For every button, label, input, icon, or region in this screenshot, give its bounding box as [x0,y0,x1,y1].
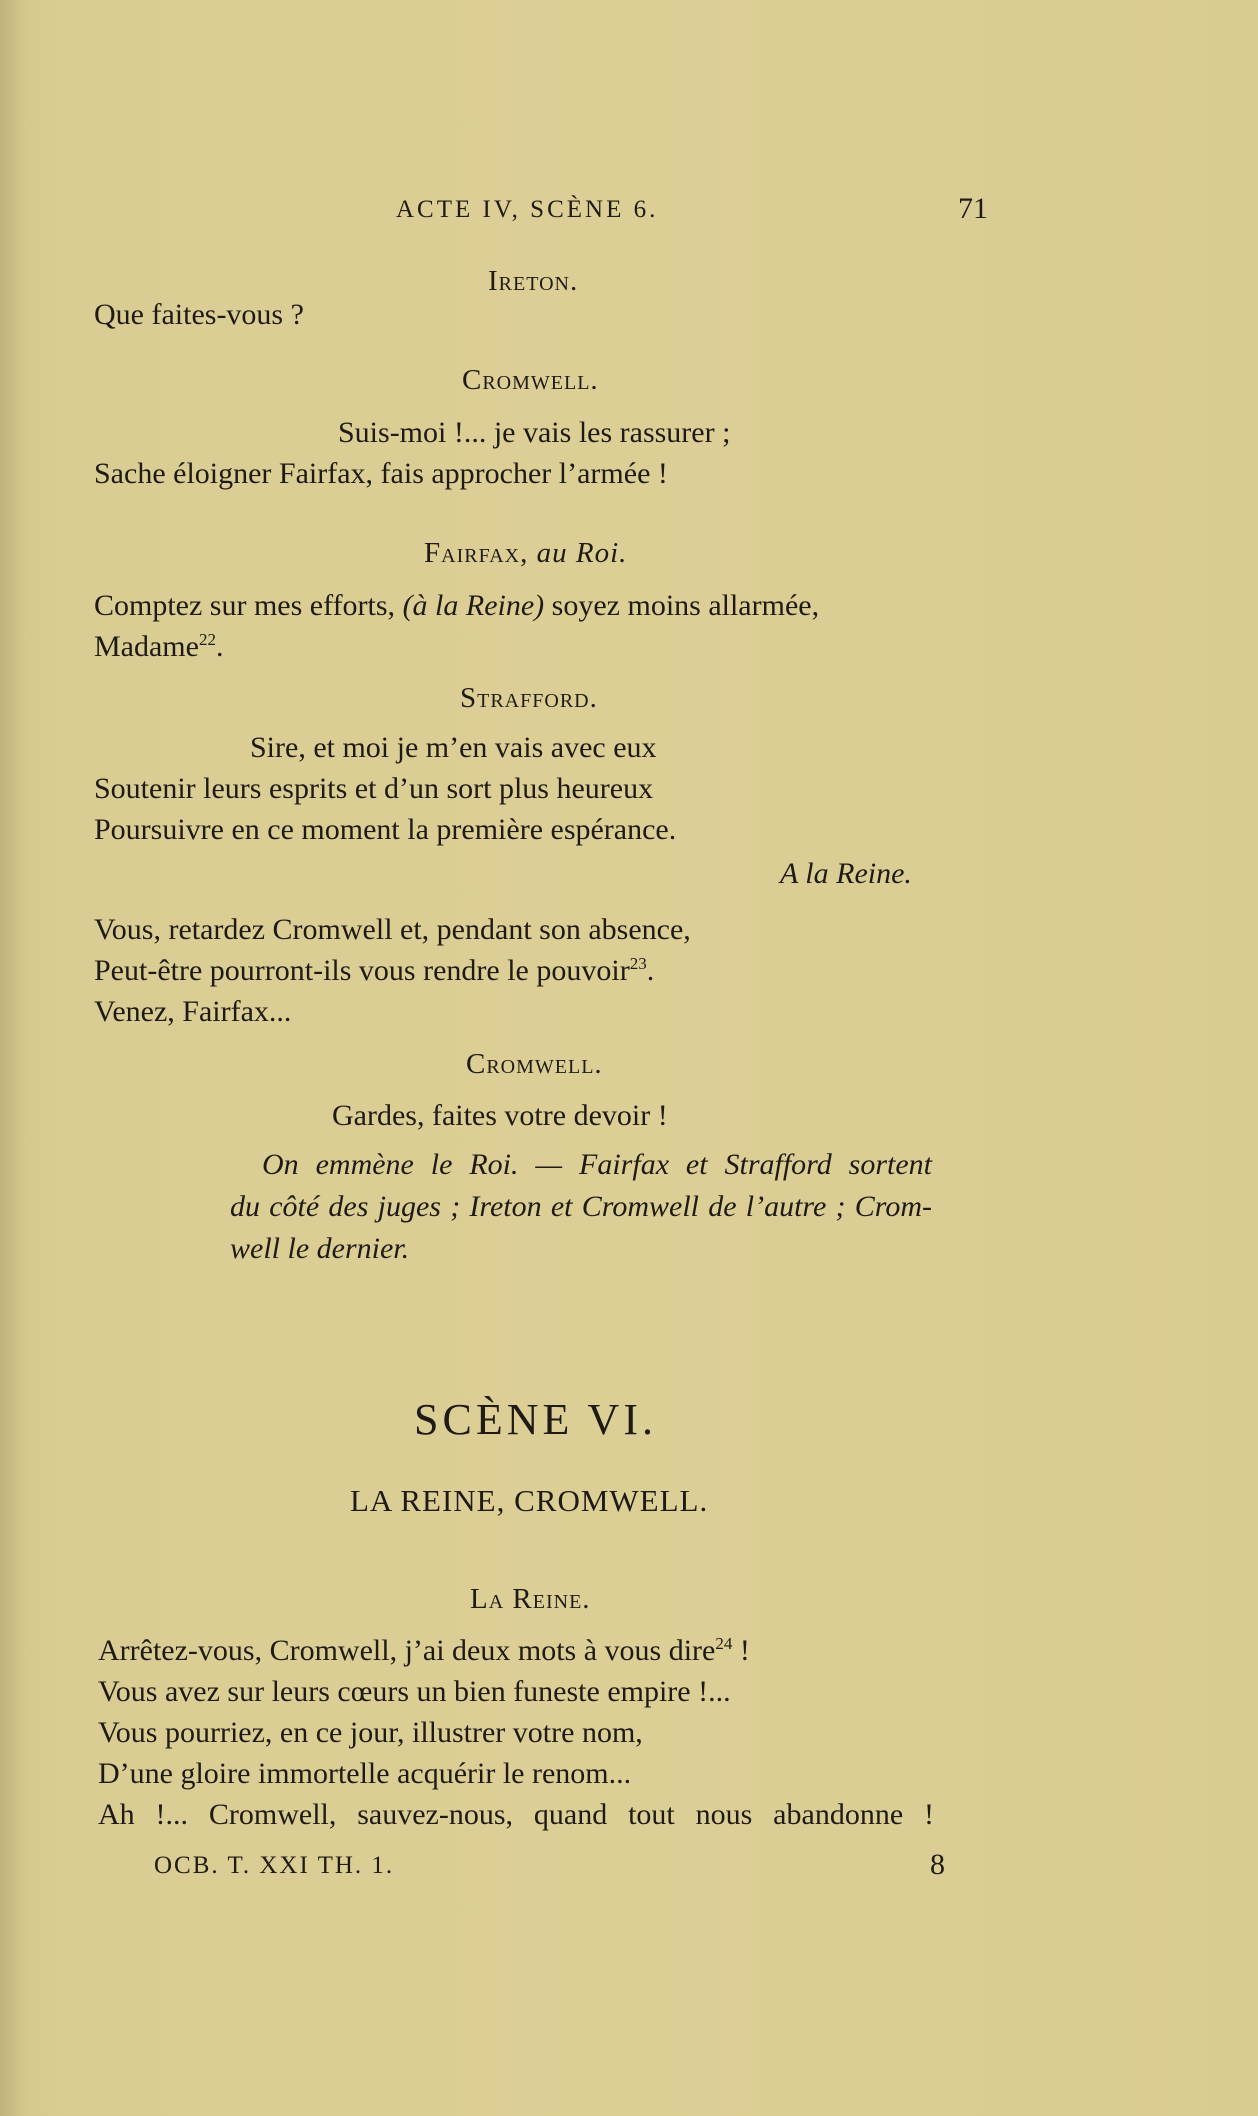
stage-direction: au Roi. [536,537,628,569]
verse-line: Sache éloigner Fairfax, fais approcher l’armée ! [94,457,668,490]
cast-list: LA REINE, CROMWELL. [350,1483,709,1518]
speaker-fairfax: Fairfax, au Roi. [424,537,628,569]
verse-line: Poursuivre en ce moment la première espérance. [94,813,677,846]
verse-line: Madame$^{22}$. [94,630,224,663]
footnote-ref: 22 [198,630,216,649]
sheet-number: 8 [930,1848,945,1881]
verse-line: Venez, Fairfax... [94,995,292,1028]
verse-line: Peut-être pourront-ils vous rendre le pouvoir$^{23}$. [94,954,655,987]
page-number: 71 [958,192,988,225]
stage-direction: A la Reine. [780,857,912,890]
stage-direction: du côté des juges ; Ireton et Cromwell de l’autre ; Crom- [230,1190,932,1223]
stage-direction: (à la Reine) [402,589,545,622]
verse-line: Soutenir leurs esprits et d’un sort plus heureux [94,772,654,805]
footnote-ref: 24 [715,1634,733,1653]
verse-line: Comptez sur mes efforts, (à la Reine) soyez moins allarmée, [94,589,820,622]
verse-line: D’une gloire immortelle acquérir le renom... [98,1757,632,1790]
stage-direction: well le dernier. [230,1232,410,1265]
verse-line: Vous avez sur leurs cœurs un bien funeste empire !... [98,1675,731,1708]
verse-line: Vous, retardez Cromwell et, pendant son absence, [94,913,691,946]
speaker-ireton: Ireton. [488,265,579,297]
verse-line: Vous pourriez, en ce jour, illustrer votre nom, [98,1716,643,1749]
speaker-cromwell: Cromwell. [462,364,599,396]
verse-line: Sire, et moi je m’en vais avec eux [250,731,657,764]
signature-mark: OCB. T. XXI TH. 1. [154,1852,395,1879]
scene-title: SCÈNE VI. [414,1395,657,1444]
speaker-strafford: Strafford. [460,682,598,714]
verse-line: Arrêtez-vous, Cromwell, j’ai deux mots à vous dire$^{24}$ ! [98,1634,750,1667]
verse-line: Gardes, faites votre devoir ! [332,1099,668,1132]
footnote-ref: 23 [629,954,647,973]
speaker-reine: La Reine. [470,1583,591,1615]
verse-line: Ah !... Cromwell, sauvez-nous, quand tout nous abandonne ! [98,1798,934,1831]
verse-line: Suis-moi !... je vais les rassurer ; [338,416,731,449]
verse-line: Que faites-vous ? [94,298,304,331]
speaker-cromwell: Cromwell. [466,1048,603,1080]
running-title: ACTE IV, SCÈNE 6. [396,196,659,223]
stage-direction: On emmène le Roi. — Fairfax et Strafford sortent [262,1148,932,1181]
